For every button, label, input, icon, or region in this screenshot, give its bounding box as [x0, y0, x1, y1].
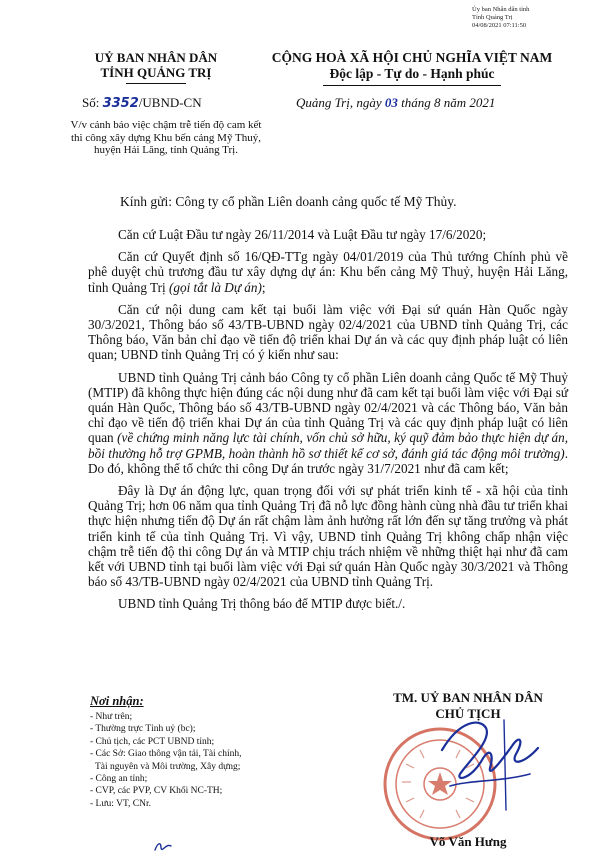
signature-title-1: TM. UỶ BAN NHÂN DÂN	[393, 690, 543, 705]
recipients-item: - Chủ tịch, các PCT UBND tỉnh;	[90, 736, 215, 747]
document-number-handwritten: 3352	[102, 96, 139, 111]
recipients-list	[90, 694, 290, 810]
document-body	[88, 227, 568, 619]
national-header	[262, 50, 562, 86]
stamp-line-3: 04/08/2021 07:11:50	[472, 22, 527, 29]
recipients-title: Nơi nhận:	[90, 694, 144, 708]
p4-italic: (về chứng minh năng lực tài chính, vốn chủ sở hữu, ký quỹ đảm bảo thực hiện dự án, bồi thường hỗ trợ GPMB, hoàn thành hồ sơ thiết kế cơ sở, đánh giá tác động môi trường)	[88, 430, 568, 461]
recipients-item: - Lưu: VT, CNr.	[90, 798, 152, 809]
document-subject: V/v cảnh báo việc chậm trễ tiến độ cam kết thi công xây dựng Khu bến cảng Mỹ Thuỷ, huyện Hải Lăng, tỉnh Quảng Trị.	[70, 119, 262, 157]
body-paragraph-3: Căn cứ nội dung cam kết tại buổi làm việc với Đại sứ quán Hàn Quốc ngày 30/3/2021, Thông báo số 43/TB-UBND ngày 02/4/2021 của UBND tỉnh Quảng Trị, các Thông báo, Văn bản chỉ đạo về tiến độ triển khai Dự án và các quy định pháp luật có liên quan; UBND tỉnh Quảng Trị có ý kiến như sau:	[88, 301, 568, 363]
issuer-line-2: TỈNH QUẢNG TRỊ	[100, 65, 212, 80]
document-number-suffix: /UBND-CN	[138, 95, 202, 110]
recipients-item: - Như trên;	[90, 712, 133, 722]
stamp-line-1: Ủy ban Nhân dân tỉnh	[472, 6, 530, 13]
recipients-item: - Thường trực Tỉnh uỷ (bc);	[90, 724, 196, 735]
body-paragraph-4	[88, 370, 568, 476]
body-paragraph-6: UBND tỉnh Quảng Trị thông báo để MTIP được biết./.	[118, 596, 406, 612]
body-paragraph-1: Căn cứ Luật Đầu tư ngày 26/11/2014 và Luật Đầu tư ngày 17/6/2020;	[118, 227, 487, 242]
national-title: CỘNG HOÀ XÃ HỘI CHỦ NGHĨA VIỆT NAM	[271, 50, 553, 65]
p4-text: UBND tỉnh Quảng Trị cảnh báo Công ty cổ phần Liên doanh cảng Quốc tế Mỹ Thuỷ (MTIP) đã không thực hiện đúng các nội dung như đã cam kết tại buổi làm việc với Đại sứ quán Hàn Quốc, Thông báo số 43/TB-UBND ngày 02/4/2021 và các Thông báo, Văn bản chỉ đạo về tiến độ triển khai Dự án của tỉnh Quảng Trị và các quy định pháp luật có liên quan	[88, 369, 568, 446]
motto-underline	[323, 85, 501, 86]
recipients-item: - CVP, các PVP, CV Khối NC-TH;	[90, 786, 223, 797]
date-prefix: Quảng Trị, ngày	[296, 95, 385, 110]
document-date	[296, 95, 495, 111]
handwritten-signature-image	[420, 690, 560, 840]
recipients-item: Tài nguyên và Môi trường, Xây dựng;	[95, 761, 241, 772]
handwritten-initial-image	[153, 840, 173, 854]
p4-end: . Do đó, không thể tổ chức thi công Dự án trước ngày 31/7/2021 như đã cam kết;	[88, 445, 568, 476]
document-number	[82, 95, 202, 111]
p2-text: Căn cứ Quyết định số 16/QĐ-TTg ngày 04/01/2019 của Thủ tướng Chính phủ về phê duyệt chủ trương đầu tư xây dựng dự án: Khu bến cảng Mỹ Thuỷ, huyện Hải Lăng, tỉnh Quảng Trị	[88, 249, 568, 295]
issuer-underline	[126, 83, 186, 84]
issuer-header	[56, 50, 256, 84]
p2-italic: (gọi tắt là Dự án)	[168, 279, 262, 295]
recipients-item: - Các Sở: Giao thông vận tải, Tài chính,	[90, 749, 242, 760]
digital-signature-note	[472, 6, 592, 30]
national-motto: Độc lập - Tự do - Hạnh phúc	[329, 66, 495, 81]
document-number-prefix: Số:	[82, 95, 103, 110]
body-paragraph-2	[88, 249, 568, 295]
issuer-line-1: UỶ BAN NHÂN DÂN	[94, 50, 218, 65]
signer-name: Võ Văn Hưng	[429, 834, 507, 849]
signature-title-2: CHỦ TỊCH	[435, 706, 501, 721]
recipients-item: - Công an tỉnh;	[90, 774, 148, 785]
body-paragraph-5: Đây là Dự án động lực, quan trọng đối với sự phát triển kinh tế - xã hội của tỉnh Quảng Trị; hơn 06 năm qua tỉnh Quảng Trị đã nỗ lực đồng hành cùng nhà đầu tư triển khai thực hiện nhưng tiến độ Dự án rất chậm làm ảnh hưởng rất lớn đến sự tăng trưởng và phát triển kinh tế của tỉnh Quảng Trị. Vì vậy, UBND tỉnh Quảng Trị không chấp nhận việc chậm trễ tiến độ thi công Dự án và MTIP chịu trách nhiệm về những thiệt hại như đã cam kết với UBND tỉnh tại buổi làm việc với Đại sứ quán Hàn Quốc ngày 30/3/2021 và Thông báo số 43/TB-UBND ngày 02/4/2021 của UBND tỉnh Quảng Trị.	[88, 483, 568, 590]
recipient-line: Kính gửi: Công ty cổ phần Liên doanh cảng quốc tế Mỹ Thủy.	[120, 194, 457, 209]
date-day: 03	[384, 95, 398, 110]
date-suffix: tháng 8 năm 2021	[397, 95, 496, 110]
stamp-line-2: Tỉnh Quảng Trị	[472, 14, 513, 21]
p2-end: ;	[261, 279, 266, 295]
